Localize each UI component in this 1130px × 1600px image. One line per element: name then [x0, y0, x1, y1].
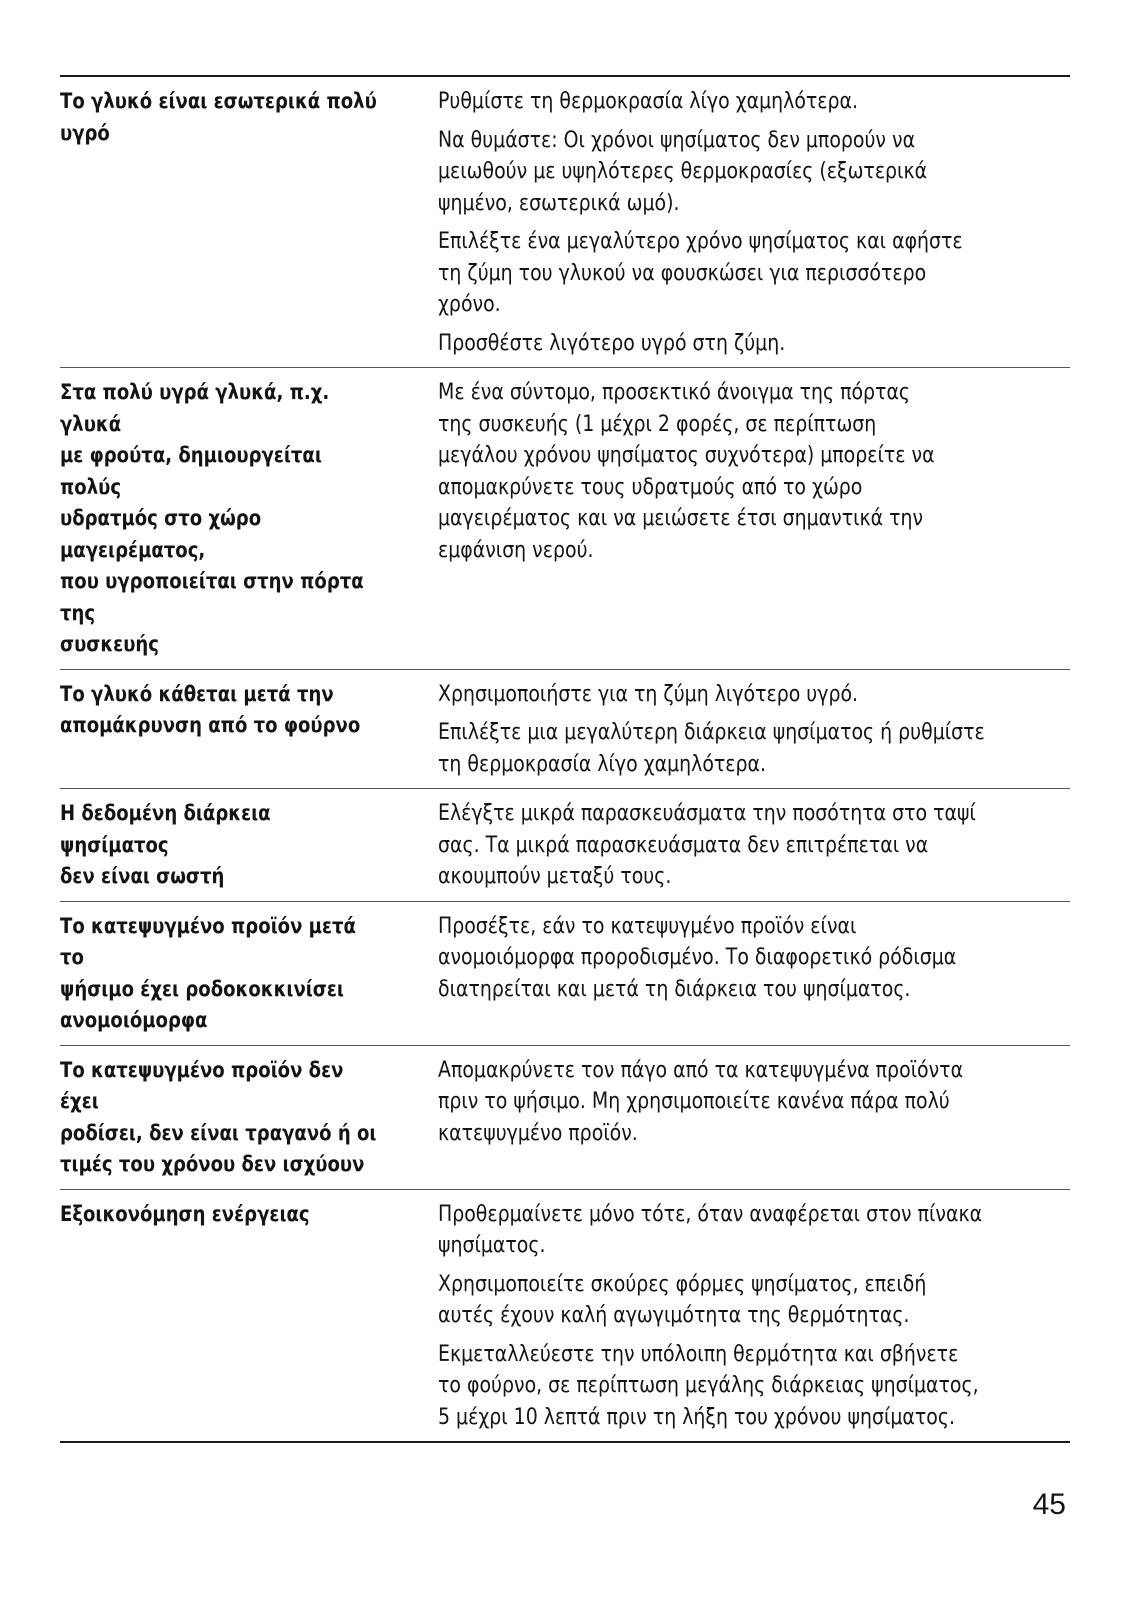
remedy-paragraph: Να θυμάστε: Οι χρόνοι ψησίματος δεν μπορούν να μειωθούν με υψηλότερες θερμοκρασίες (εξωτερικά ψημένο, εσωτερικά ωμό). — [438, 127, 928, 216]
problem-cell: Το γλυκό κάθεται μετά την απομάκρυνση από το φούρνο — [60, 681, 361, 737]
remedy-paragraph: Επιλέξτε ένα μεγαλύτερο χρόνο ψησίματος και αφήστε τη ζύμη του γλυκού να φουσκώσει για περισσότερο χρόνο. — [438, 229, 963, 317]
remedy-paragraph: Εκμεταλλεύεστε την υπόλοιπη θερμότητα και σβήνετε το φούρνο, σε περίπτωση μεγάλης διάρκειας ψησίματος, 5 μέχρι 10 λεπτά πριν τη λήξη του χρόνου ψησίματος. — [438, 1341, 979, 1430]
table-row — [60, 1046, 1070, 1190]
table-row — [60, 902, 1070, 1046]
remedy-paragraph: Προσθέστε λιγότερο υγρό στη ζύμη. — [438, 330, 786, 356]
remedy-paragraph: Ρυθμίστε τη θερμοκρασία λίγο χαμηλότερα. — [438, 89, 859, 114]
troubleshooting-table — [60, 75, 1070, 1443]
table-row — [60, 670, 1070, 790]
table-row — [60, 1190, 1070, 1444]
problem-cell: Το κατεψυγμένο προϊόν δεν έχει ροδίσει, δεν είναι τραγανό ή οι τιμές του χρόνου δεν ισχύουν — [60, 1057, 377, 1176]
remedy-paragraph: Επιλέξτε μια μεγαλύτερη διάρκεια ψησίματος ή ρυθμίστε τη θερμοκρασία λίγο χαμηλότερα. — [438, 720, 985, 777]
problem-cell: Εξοικονόμηση ενέργειας — [60, 1201, 310, 1226]
table-row — [60, 77, 1070, 368]
remedy-cell — [438, 377, 1128, 661]
remedy-cell — [438, 1055, 1128, 1181]
remedy-cell — [438, 911, 1128, 1037]
remedy-cell — [438, 679, 1128, 781]
problem-cell: Το κατεψυγμένο προϊόν μετά το ψήσιμο έχει ροδοκοκκινίσει ανομοιόμορφα — [60, 913, 356, 1032]
remedy-paragraph: Χρησιμοποιήστε για τη ζύμη λιγότερο υγρό. — [438, 681, 859, 707]
problem-cell: Το γλυκό είναι εσωτερικά πολύ υγρό — [60, 89, 377, 145]
page-number: 45 — [1032, 1488, 1066, 1521]
problem-cell: Η δεδομένη διάρκεια ψησίματος δεν είναι σωστή — [60, 801, 271, 888]
remedy-paragraph: Ελέγξτε μικρά παρασκευάσματα την ποσότητα στο ταψί σας. Τα μικρά παρασκευάσματα δεν επιτρέπεται να ακουμπούν μεταξύ τους. — [438, 801, 976, 889]
remedy-paragraph: Προθερμαίνετε μόνο τότε, όταν αναφέρεται στον πίνακα ψησίματος. — [438, 1201, 983, 1258]
table-row — [60, 368, 1070, 670]
remedy-cell — [438, 798, 1128, 893]
remedy-paragraph: Χρησιμοποιείτε σκούρες φόρμες ψησίματος, επειδή αυτές έχουν καλή αγωγιμότητα της θερμότητας. — [438, 1271, 927, 1328]
remedy-paragraph: Απομακρύνετε τον πάγο από τα κατεψυγμένα προϊόντα πριν το ψήσιμο. Μη χρησιμοποιείτε κανένα πάρα πολύ κατεψυγμένο προϊόν. — [438, 1057, 964, 1146]
remedy-cell — [438, 86, 1128, 359]
remedy-cell — [438, 1199, 1128, 1434]
remedy-paragraph: Προσέξτε, εάν το κατεψυγμένο προϊόν είναι ανομοιόμορφα προροδισμένο. Το διαφορετικό ρόδισμα διατηρείται και μετά τη διάρκεια του ψησίματος. — [438, 913, 957, 1002]
problem-cell: Στα πολύ υγρά γλυκά, π.χ. γλυκά με φρούτα, δημιουργείται πολύς υδρατμός στο χώρο μαγειρέματος, που υγροποιείται στην πόρτα της συσκευής — [60, 380, 364, 656]
table-row — [60, 789, 1070, 902]
remedy-paragraph: Με ένα σύντομο, προσεκτικό άνοιγμα της πόρτας της συσκευής (1 μέχρι 2 φορές, σε περίπτωση μεγάλου χρόνου ψησίματος συχνότερα) μπορείτε να απομακρύνετε τους υδρατμούς από το χώρο μαγειρέματος και να μειώσετε έτσι σημαντικά την εμφάνιση νερού. — [438, 380, 935, 563]
